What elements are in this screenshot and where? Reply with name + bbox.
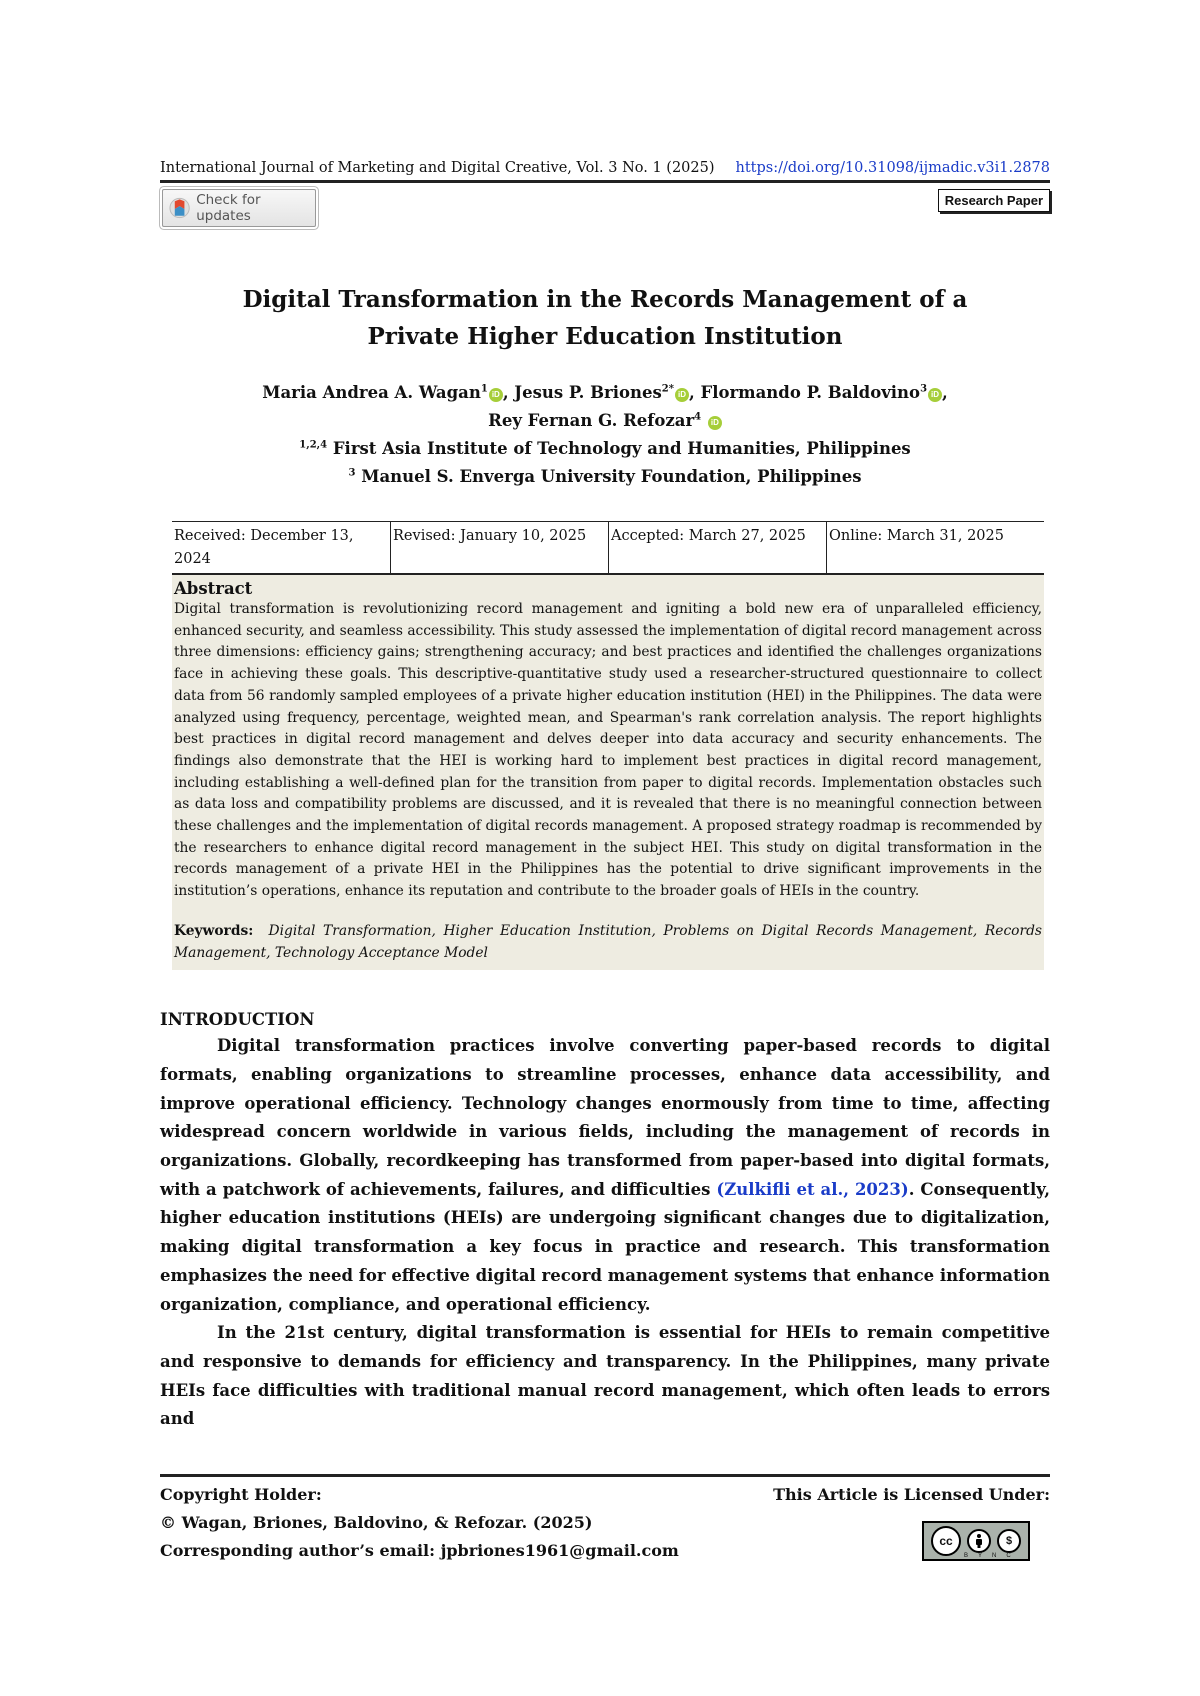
license-label: This Article is Licensed Under: bbox=[773, 1485, 1050, 1504]
section-heading-introduction: INTRODUCTION bbox=[160, 1010, 315, 1030]
check-for-updates-button[interactable] bbox=[162, 189, 316, 227]
author-2: , Jesus P. Briones bbox=[502, 383, 662, 402]
abstract-box bbox=[172, 575, 1044, 970]
crossmark-icon bbox=[169, 197, 190, 219]
cc-by-nc-license-badge[interactable]: cc $ BYNC bbox=[922, 1521, 1030, 1561]
author-1: Maria Andrea A. Wagan bbox=[262, 383, 481, 402]
abstract-text: Digital transformation is revolutionizing record management and igniting a bold new era of unparalleled efficiency, enhanced security, and seamless accessibility. This study assessed the implementation of digital record management across three dimensions: efficiency gains; strengthening accuracy; and best practices and identified the challenges organizations face in achieving these goals. This descriptive-quantitative study used a researcher-structured questionnaire to collect data from 56 randomly sampled employees of a private higher education institution (HEI) in the Philippines. The data were analyzed using frequency, percentage, weighted mean, and Spearman's rank correlation analysis. The report highlights best practices in digital record management and delves deeper into data accuracy and security enhancements. The findings also demonstrate that the HEI is working hard to implement best practices in digital record management, including establishing a well-defined plan for the transition from paper to digital records. Implementation obstacles such as data loss and compatibility problems are discussed, and it is revealed that there is no meaningful connection between these challenges and the implementation of digital records management. A proposed strategy roadmap is recommended by the researchers to enhance digital record management in the subject HEI. This study on digital transformation in the records management of a private HEI in the Philippines has the potential to drive significant improvements in the institution’s operations, enhance its reputation and contribute to the broader goals of HEIs in the country. bbox=[174, 601, 1042, 900]
author-3-sup: 3 bbox=[920, 383, 928, 395]
cc-icon: cc bbox=[931, 1526, 961, 1556]
keywords bbox=[174, 921, 1042, 964]
title-line-1: Digital Transformation in the Records Management of a bbox=[242, 286, 968, 313]
affiliation-1: $^{1,2,4}$ First Asia Institute of Technology and Humanities, Philippines bbox=[299, 439, 911, 458]
corresponding-email: Corresponding author’s email: jpbriones1961@gmail.com bbox=[160, 1541, 679, 1560]
by-icon bbox=[967, 1529, 991, 1553]
paper-title bbox=[160, 281, 1050, 355]
author-4-sup: 4 bbox=[694, 411, 702, 423]
affiliation-2: $^3$ Manuel S. Enverga University Foundation, Philippines bbox=[348, 467, 862, 486]
check-updates-label: Check for updates bbox=[196, 192, 261, 224]
author-1-sup: 1 bbox=[480, 383, 488, 395]
journal-header bbox=[160, 160, 1050, 183]
orcid-icon[interactable]: iD bbox=[708, 416, 722, 430]
revised-date: Revised: January 10, 2025 bbox=[390, 522, 608, 573]
title-line-2: Private Higher Education Institution bbox=[367, 323, 843, 350]
author-list: Maria Andrea A. Wagan$^1$ iD , Jesus P. Briones$^{2*}$ iD , Flormando P. Baldovino$^3$ iD , Rey Fernan G. Refozar$^4$ iD bbox=[262, 383, 948, 430]
doi-link[interactable]: https://doi.org/10.31098/ijmadic.v3i1.2878 bbox=[735, 160, 1050, 176]
online-date: Online: March 31, 2025 bbox=[826, 522, 1044, 573]
copyright-holder: © Wagan, Briones, Baldovino, & Refozar. (2025) bbox=[160, 1513, 593, 1532]
orcid-icon[interactable]: iD bbox=[928, 388, 942, 402]
author-2-sup: 2* bbox=[661, 383, 674, 395]
page-footer bbox=[160, 1474, 1050, 1565]
orcid-icon[interactable]: iD bbox=[489, 388, 503, 402]
paper-type-badge: Research Paper bbox=[938, 189, 1050, 212]
intro-paragraph-2: In the 21st century, digital transformation is essential for HEIs to remain competitive and responsive to demands for efficiency and transparency. In the Philippines, many private HEIs face difficulties with traditional manual record management, which often leads to errors and bbox=[160, 1323, 1050, 1429]
citation-link[interactable]: (Zulkifli et al., 2023) bbox=[716, 1179, 909, 1199]
copyright-label: Copyright Holder: bbox=[160, 1485, 322, 1504]
author-3: , Flormando P. Baldovino bbox=[688, 383, 921, 402]
dates-table bbox=[172, 521, 1044, 575]
journal-citation: International Journal of Marketing and Digital Creative, Vol. 3 No. 1 (2025) bbox=[160, 160, 715, 176]
nc-icon: $ bbox=[997, 1529, 1021, 1553]
page bbox=[160, 160, 1050, 1434]
affiliations bbox=[160, 435, 1050, 491]
author-4: Rey Fernan G. Refozar bbox=[488, 411, 695, 430]
keywords-label: Keywords: bbox=[174, 922, 254, 939]
received-date: Received: December 13, 2024 bbox=[174, 528, 354, 567]
abstract-heading: Abstract bbox=[174, 579, 253, 598]
accepted-date: Accepted: March 27, 2025 bbox=[608, 522, 826, 573]
keywords-list: Digital Transformation, Higher Education Institution, Problems on Digital Records Management, Records Management, Technology Acceptance Model bbox=[174, 922, 1042, 961]
orcid-icon[interactable]: iD bbox=[675, 388, 689, 402]
intro-paragraph-1: Digital transformation practices involve converting paper-based records to digital formats, enabling organizations to streamline processes, enhance data accessibility, and improve operational efficiency. Technology changes enormously from time to time, affecting widespread concern worldwide in various fields, including the management of records in organizations. Globally, recordkeeping has transformed from paper-based into digital formats, with a patchwork of achievements, failures, and difficulties (Zulkifli et al., 2023). Consequently, higher education institutions (HEIs) are undergoing significant changes due to digitalization, making digital transformation a key focus in practice and research. This transformation emphasizes the need for effective digital record management systems that enhance information organization, compliance, and operational efficiency. bbox=[160, 1036, 1050, 1314]
